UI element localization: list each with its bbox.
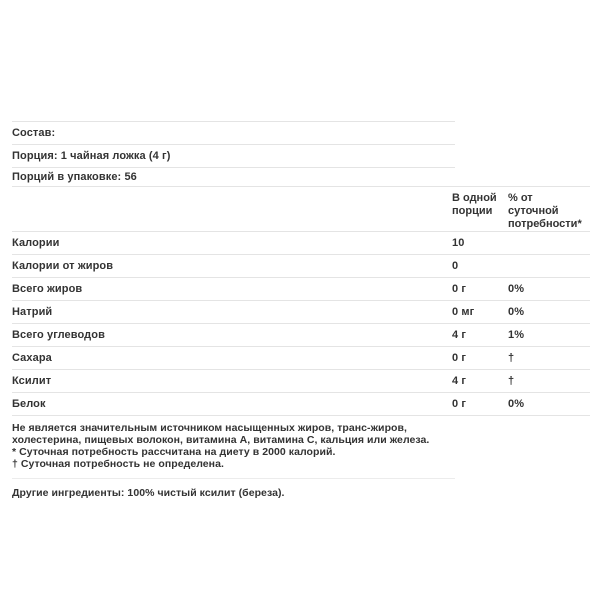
table-row (12, 370, 590, 393)
serving-size-label: Порция: 1 чайная ложка (4 г) (12, 150, 171, 162)
table-header-row (12, 186, 590, 232)
nutrient-daily-value: 0% (508, 398, 525, 410)
table-row (12, 324, 590, 347)
table-row (12, 232, 590, 255)
table-row (12, 393, 590, 416)
supplement-facts-panel (12, 121, 590, 499)
nutrient-amount: 0 (452, 260, 459, 272)
nutrient-daily-value: 0% (508, 283, 525, 295)
footnote-daily-value: * Суточная потребность рассчитана на диету в 2000 калорий. (12, 446, 336, 458)
nutrient-amount: 0 г (452, 283, 467, 295)
nutrient-amount: 10 (452, 237, 465, 249)
nutrient-amount: 4 г (452, 375, 467, 387)
table-row (12, 255, 590, 278)
nutrition-facts-table (12, 186, 590, 416)
other-ingredients-text: Другие ингредиенты: 100% чистый ксилит (береза). (12, 487, 285, 499)
footnote-not-significant: Не является значительным источником насыщенных жиров, транс-жиров, холестерина, пищевых волокон, витамина А, витамина С, кальция или железа. (12, 422, 430, 446)
column-header-daily-value: % от суточной потребности* (508, 192, 582, 230)
servings-per-container-row (12, 167, 455, 186)
nutrient-name: Всего углеводов (12, 329, 105, 341)
nutrient-daily-value: 1% (508, 329, 525, 341)
nutrient-daily-value: † (508, 352, 515, 364)
composition-header-row (12, 121, 455, 144)
servings-per-container-label: Порций в упаковке: 56 (12, 171, 137, 183)
serving-size-row (12, 144, 455, 167)
nutrient-amount: 0 г (452, 352, 467, 364)
nutrient-daily-value: 0% (508, 306, 525, 318)
footnote-dagger: † Суточная потребность не определена. (12, 458, 224, 470)
nutrient-name: Сахара (12, 352, 52, 364)
nutrient-name: Всего жиров (12, 283, 83, 295)
nutrient-name: Белок (12, 398, 46, 410)
nutrient-amount: 4 г (452, 329, 467, 341)
nutrient-name: Натрий (12, 306, 53, 318)
footnotes (12, 416, 455, 479)
composition-label: Состав: (12, 127, 56, 139)
nutrient-amount: 0 мг (452, 306, 475, 318)
table-row (12, 347, 590, 370)
nutrient-daily-value: † (508, 375, 515, 387)
nutrient-name: Калории от жиров (12, 260, 114, 272)
nutrient-name: Ксилит (12, 375, 52, 387)
table-row (12, 278, 590, 301)
nutrient-name: Калории (12, 237, 60, 249)
nutrient-amount: 0 г (452, 398, 467, 410)
column-header-amount: В одной порции (452, 192, 497, 217)
table-row (12, 301, 590, 324)
